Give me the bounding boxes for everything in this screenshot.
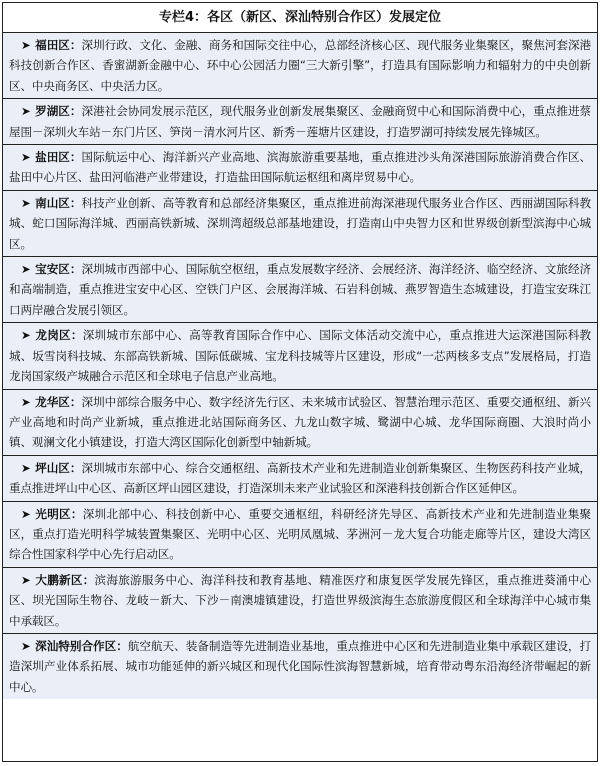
district-description: 深圳中部综合服务中心、数字经济先行区、未来城市试验区、智慧治理示范区、重要交通枢纽、新兴产业高地和时尚产业新城，重点推进北站国际商务区、九龙山数字城、鹭湖中心城、龙华国际商圈、大浪时尚小镇、观澜文化小镇建设，打造大湾区国际化创新型中轴新城。 (9, 394, 592, 450)
district-description: 滨海旅游服务中心、海洋科技和教育基地、精准医疗和康复医学发展先锋区，重点推进葵涌中心区、坝光国际生物谷、龙岐－新大、下沙－南澳墟镇建设，打造世界级滨海生态旅游度假区和全球海洋中心城市集中承载区。 (9, 572, 591, 628)
district-row (3, 191, 597, 257)
district-description: 深圳城市东部中心、综合交通枢纽、高新技术产业和先进制造业创新集聚区、生物医药科技产业城，重点推进坪山中心区、高新区坪山园区建设，打造深圳未来产业试验区和深港科技创新合作区延伸区。 (9, 460, 592, 496)
district-name: 深汕特别合作区： (35, 638, 128, 653)
triangle-right-icon: ➤ (21, 638, 31, 653)
district-name: 龙岗区： (35, 328, 83, 343)
district-row (3, 145, 597, 191)
triangle-right-icon: ➤ (21, 460, 31, 475)
district-row (3, 323, 597, 389)
triangle-right-icon: ➤ (21, 394, 31, 409)
triangle-right-icon: ➤ (21, 506, 31, 521)
district-row (3, 390, 597, 456)
triangle-right-icon: ➤ (21, 328, 31, 343)
district-name: 南山区： (35, 195, 82, 210)
district-description: 深圳城市东部中心、高等教育国际合作中心、国际文体活动交流中心，重点推进大运深港国际科教城、坂雪岗科技城、东部高铁新城、国际低碳城、宝龙科技城等片区建设，形成“一芯两核多支点”发展格局，打造龙岗国家级产城融合示范区和全球电子信息产业高地。 (9, 328, 592, 384)
district-positioning-box (2, 2, 598, 762)
triangle-right-icon: ➤ (21, 38, 31, 52)
district-name: 福田区： (35, 38, 82, 52)
district-description: 科技产业创新、高等教育和总部经济集聚区，重点推进前海深港现代服务业合作区、西丽湖国际科教城、蛇口国际海洋城、西丽高铁新城、深圳湾超级总部基地建设，打造南山中央智力区和世界级创新型滨海中心城区。 (9, 195, 592, 251)
district-name: 宝安区： (35, 262, 82, 277)
district-description: 航空航天、装备制造等先进制造业基地，重点推进中心区和先进制造业集中承载区建设，打造深圳产业体系拓展、城市功能延伸的新兴城区和现代化国际性滨海智慧新城，培育带动粤东沿海经济带崛起的新中心。 (9, 638, 591, 694)
district-description: 深圳城市西部中心、国际航空枢纽，重点发展数字经济、会展经济、海洋经济、临空经济、文旅经济和高端制造，重点推进宝安中心区、空铁门户区、会展海洋城、石岩科创城、燕罗智造生态城建设，打造宝安珠江口两岸融合发展引领区。 (9, 262, 592, 317)
district-list (3, 33, 597, 699)
triangle-right-icon: ➤ (21, 262, 31, 277)
district-row (3, 502, 597, 568)
district-name: 龙华区： (35, 394, 82, 409)
district-description: 国际航运中心、海洋新兴产业高地、滨海旅游重要基地，重点推进沙头角深港国际旅游消费合作区、盐田中心片区、盐田河临港产业带建设，打造盐田国际航运枢纽和离岸贸易中心。 (9, 150, 592, 185)
district-name: 光明区： (35, 506, 83, 521)
triangle-right-icon: ➤ (21, 572, 31, 587)
district-row (3, 257, 597, 323)
triangle-right-icon: ➤ (21, 150, 31, 165)
triangle-right-icon: ➤ (21, 104, 31, 119)
district-description: 深圳北部中心、科技创新中心、重要交通枢纽，科研经济先导区、高新技术产业和先进制造业集聚区，重点打造光明科学城装置集聚区、光明中心区、光明凤凰城、茅洲河－龙大复合功能走廊等片区，建设大湾区综合性国家科学中心先行启动区。 (9, 506, 592, 562)
district-name: 罗湖区： (35, 104, 82, 119)
district-name: 盐田区： (35, 150, 82, 165)
district-description: 深圳行政、文化、金融、商务和国际交往中心，总部经济核心区、现代服务业集聚区，聚焦河套深港科技创新合作区、香蜜湖新金融中心、环中心公园活力圈“三大新引擎”，打造具有国际影响力和辐射力的中央创新区、中央商务区、中央活力区。 (9, 38, 592, 93)
district-name: 大鹏新区： (35, 572, 95, 587)
district-row (3, 568, 597, 634)
district-row (3, 99, 597, 145)
district-name: 坪山区： (35, 460, 82, 475)
box-title: 专栏4：各区（新区、深汕特别合作区）发展定位 (3, 3, 597, 33)
triangle-right-icon: ➤ (21, 195, 31, 210)
district-row (3, 33, 597, 99)
district-description: 深港社会协同发展示范区，现代服务业创新发展集聚区、金融商贸中心和国际消费中心，重点推进蔡屋围－深圳火车站－东门片区、笋岗－清水河片区、新秀－莲塘片区建设，打造罗湖可持续发展先锋城区。 (9, 104, 592, 139)
district-row (3, 634, 597, 699)
district-row (3, 456, 597, 502)
